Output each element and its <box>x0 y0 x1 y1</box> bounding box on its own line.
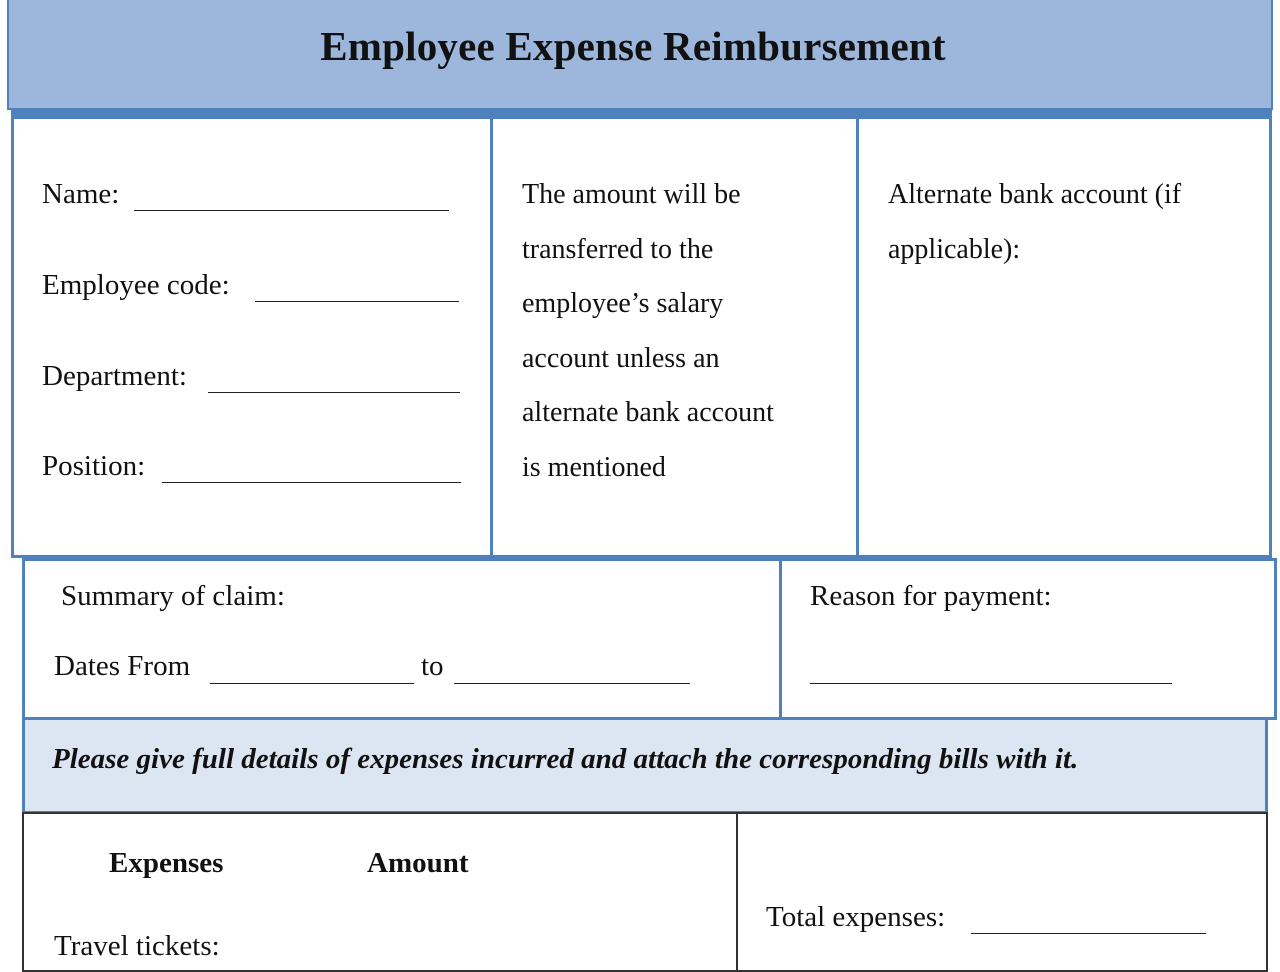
note-line: is mentioned <box>522 451 666 483</box>
name-label: Name: <box>42 178 120 210</box>
form-title: Employee Expense Reimbursement <box>320 23 946 69</box>
note-line: The amount will be <box>522 179 741 210</box>
note-line: account unless an <box>522 342 720 374</box>
expenses-column-header: Expenses <box>109 847 224 879</box>
instructions-text: Please give full details of expenses incurred and attach the corresponding bills with it. <box>52 743 1079 775</box>
dates-to-field[interactable] <box>454 683 690 684</box>
name-field[interactable] <box>134 210 449 211</box>
dates-from-label: Dates From <box>54 650 191 682</box>
totals-section <box>736 812 1268 972</box>
reason-field[interactable] <box>810 683 1172 684</box>
transfer-note-text <box>522 168 774 495</box>
summary-label: Summary of claim: <box>61 580 285 612</box>
note-line: transferred to the <box>522 233 714 265</box>
department-field[interactable] <box>208 392 460 393</box>
to-label: to <box>421 650 444 682</box>
amount-column-header: Amount <box>367 847 469 879</box>
total-expenses-label: Total expenses: <box>766 901 946 933</box>
alternate-bank-label <box>888 168 1181 277</box>
position-label: Position: <box>42 450 146 482</box>
travel-tickets-label: Travel tickets: <box>54 930 220 962</box>
note-line: employee’s salary <box>522 288 724 319</box>
dates-from-field[interactable] <box>210 683 414 684</box>
note-line: alternate bank account <box>522 397 774 428</box>
alt-line: applicable): <box>888 233 1021 265</box>
total-expenses-field[interactable] <box>971 933 1206 934</box>
department-label: Department: <box>42 360 187 392</box>
employee-code-label: Employee code: <box>42 269 230 301</box>
position-field[interactable] <box>162 482 461 483</box>
alt-line: Alternate bank account (if <box>888 179 1182 210</box>
employee-code-field[interactable] <box>255 301 459 302</box>
reason-label: Reason for payment: <box>810 580 1052 612</box>
